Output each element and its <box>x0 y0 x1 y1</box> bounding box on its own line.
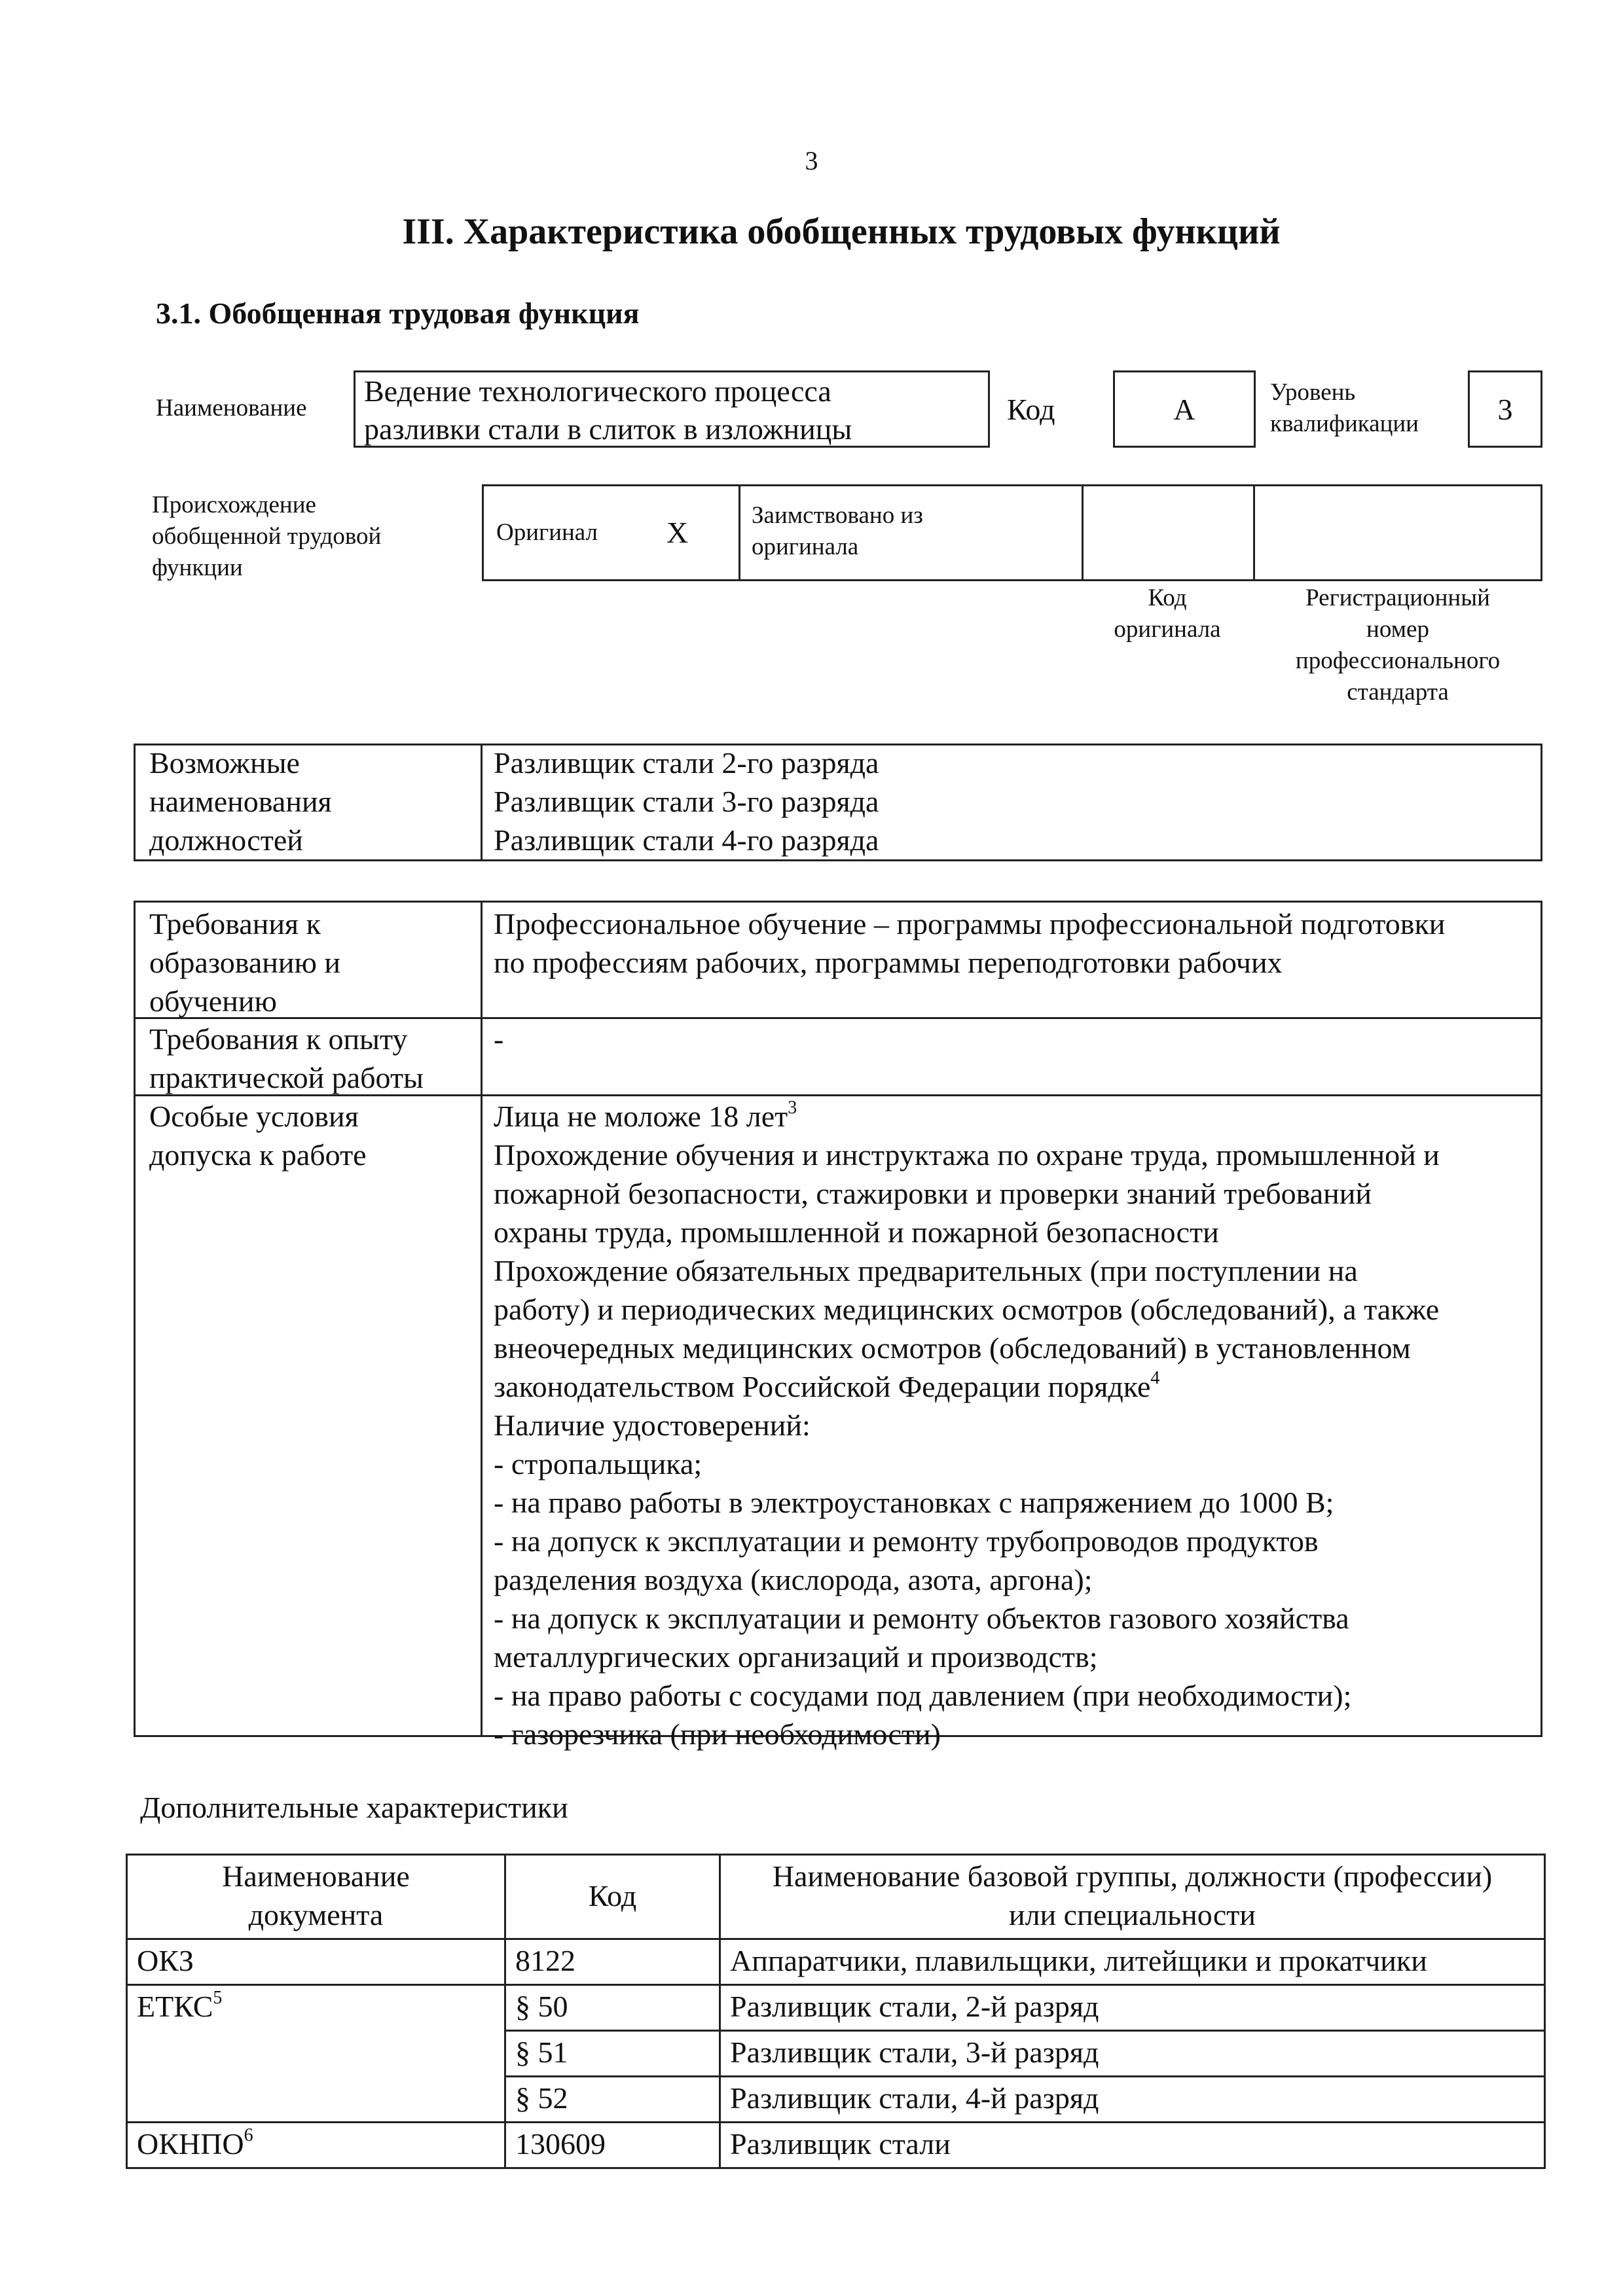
origin-divider-3 <box>1253 484 1255 581</box>
original-mark: Х <box>666 516 689 549</box>
education-text-line-1: Профессиональное обучение – программы профессиональной подготовки <box>494 907 1446 941</box>
special-condition-line: законодательством Российской Федерации порядке$^4$ <box>494 1367 1160 1403</box>
special-condition-line: - на допуск к эксплуатации и ремонту объектов газового хозяйства <box>494 1602 1349 1635</box>
experience-value: - <box>494 1022 504 1056</box>
position-item: Разливщик стали 4-го разряда <box>494 823 879 857</box>
header-document: Наименование документа <box>127 1855 505 1939</box>
header-code: Код <box>505 1855 720 1939</box>
row-name: Разливщик стали, 3-й разряд <box>720 2031 1545 2077</box>
special-label-line-1: Особые условия <box>149 1100 359 1133</box>
special-condition-line: пожарной безопасности, стажировки и проверки знаний требований <box>494 1177 1372 1210</box>
requirements-row-line-1 <box>134 1017 1542 1019</box>
level-value: 3 <box>1497 393 1513 426</box>
original-code-caption-line-2: оригинала <box>1114 616 1221 643</box>
name-line-1: Ведение технологического процесса <box>364 374 831 408</box>
section-title: III. Характеристика обобщенных трудовых функций <box>402 211 1281 252</box>
special-condition-line: металлургических организаций и производств; <box>494 1640 1098 1674</box>
borrowed-label-line-1: Заимствовано из <box>752 502 923 529</box>
education-label-line-1: Требования к <box>149 907 321 941</box>
positions-label-line-3: должностей <box>149 823 303 857</box>
positions-label-line-1: Возможные <box>149 746 300 780</box>
code-value: А <box>1173 393 1195 426</box>
header-group-name: Наименование базовой группы, должности (профессии) или специальности <box>720 1855 1545 1939</box>
level-label-line-2: квалификации <box>1270 410 1419 437</box>
row-document: ЕТКС$^5$ <box>127 1985 505 2123</box>
row-code: § 51 <box>505 2031 720 2077</box>
additional-table <box>126 1854 1546 2169</box>
row-name: Разливщик стали, 2-й разряд <box>720 1985 1545 2031</box>
special-condition-line: - стропальщика; <box>494 1447 702 1480</box>
special-conditions <box>494 1097 1440 1753</box>
reg-number-caption-line-3: профессионального <box>1295 647 1501 674</box>
subsection-title: 3.1. Обобщенная трудовая функция <box>156 296 640 330</box>
row-name: Разливщик стали, 4-й разряд <box>720 2077 1545 2123</box>
positions-divider <box>481 744 483 861</box>
level-label-line-1: Уровень <box>1270 379 1356 406</box>
origin-divider-1 <box>739 484 740 581</box>
origin-box <box>482 484 1542 581</box>
position-item: Разливщик стали 3-го разряда <box>494 785 879 818</box>
row-document: ОКНПО$^6$ <box>127 2123 505 2168</box>
origin-label-line-1: Происхождение <box>152 492 316 518</box>
special-condition-line: - газорезчика (при необходимости) <box>494 1717 941 1751</box>
experience-label-line-2: практической работы <box>149 1061 424 1094</box>
special-label-line-2: допуска к работе <box>149 1138 367 1172</box>
special-condition-line: охраны труда, промышленной и пожарной безопасности <box>494 1215 1219 1249</box>
special-condition-line: Прохождение обязательных предварительных (при поступлении на <box>494 1254 1358 1287</box>
special-condition-line: работу) и периодических медицинских осмотров (обследований), а также <box>494 1293 1440 1326</box>
special-condition-line: Лица не моложе 18 лет$^3$ <box>494 1097 797 1133</box>
special-condition-line: Прохождение обучения и инструктажа по охране труда, промышленной и <box>494 1138 1440 1172</box>
education-text-line-2: по профессиям рабочих, программы переподготовки рабочих <box>494 946 1283 979</box>
row-code: § 52 <box>505 2077 720 2123</box>
education-label-line-2: образованию и <box>149 946 340 979</box>
code-label: Код <box>1007 393 1055 426</box>
requirements-divider <box>481 901 483 1737</box>
positions-label-line-2: наименования <box>149 785 332 818</box>
table-header-row <box>127 1855 1545 1939</box>
name-line-2: разливки стали в слиток в изложницы <box>364 412 852 446</box>
row-name: Разливщик стали <box>720 2123 1545 2168</box>
special-condition-line: - на допуск к эксплуатации и ремонту трубопроводов продуктов <box>494 1524 1319 1558</box>
name-label: Наименование <box>156 395 307 422</box>
reg-number-caption-line-1: Регистрационный <box>1305 584 1490 611</box>
row-code: § 50 <box>505 1985 720 2031</box>
special-condition-line: внеочередных медицинских осмотров (обследований) в установленном <box>494 1331 1411 1365</box>
special-condition-line: - на право работы в электроустановках с напряжением до 1000 В; <box>494 1486 1334 1519</box>
additional-title: Дополнительные характеристики <box>140 1791 568 1824</box>
position-item: Разливщик стали 2-го разряда <box>494 746 879 780</box>
special-condition-line: - на право работы с сосудами под давлением (при необходимости); <box>494 1679 1352 1712</box>
experience-label-line-1: Требования к опыту <box>149 1022 408 1056</box>
special-condition-line: Наличие удостоверений: <box>494 1408 811 1442</box>
reg-number-caption-line-4: стандарта <box>1347 679 1449 706</box>
original-label: Оригинал <box>496 519 598 546</box>
table-row <box>127 1985 1545 2031</box>
original-code-caption-line-1: Код <box>1148 584 1187 611</box>
origin-label-line-3: функции <box>152 554 243 581</box>
row-name: Аппаратчики, плавильщики, литейщики и прокатчики <box>720 1939 1545 1985</box>
borrowed-label-line-2: оригинала <box>752 533 859 560</box>
special-condition-line: разделения воздуха (кислорода, азота, аргона); <box>494 1563 1093 1596</box>
row-code: 130609 <box>505 2123 720 2168</box>
row-document: ОКЗ <box>127 1939 505 1985</box>
origin-divider-2 <box>1082 484 1084 581</box>
reg-number-caption-line-2: номер <box>1366 616 1429 643</box>
table-row <box>127 1939 1545 1985</box>
table-row <box>127 2123 1545 2168</box>
education-label-line-3: обучению <box>149 984 277 1018</box>
row-code: 8122 <box>505 1939 720 1985</box>
page-number: 3 <box>805 146 818 175</box>
origin-label-line-2: обобщенной трудовой <box>152 523 382 550</box>
